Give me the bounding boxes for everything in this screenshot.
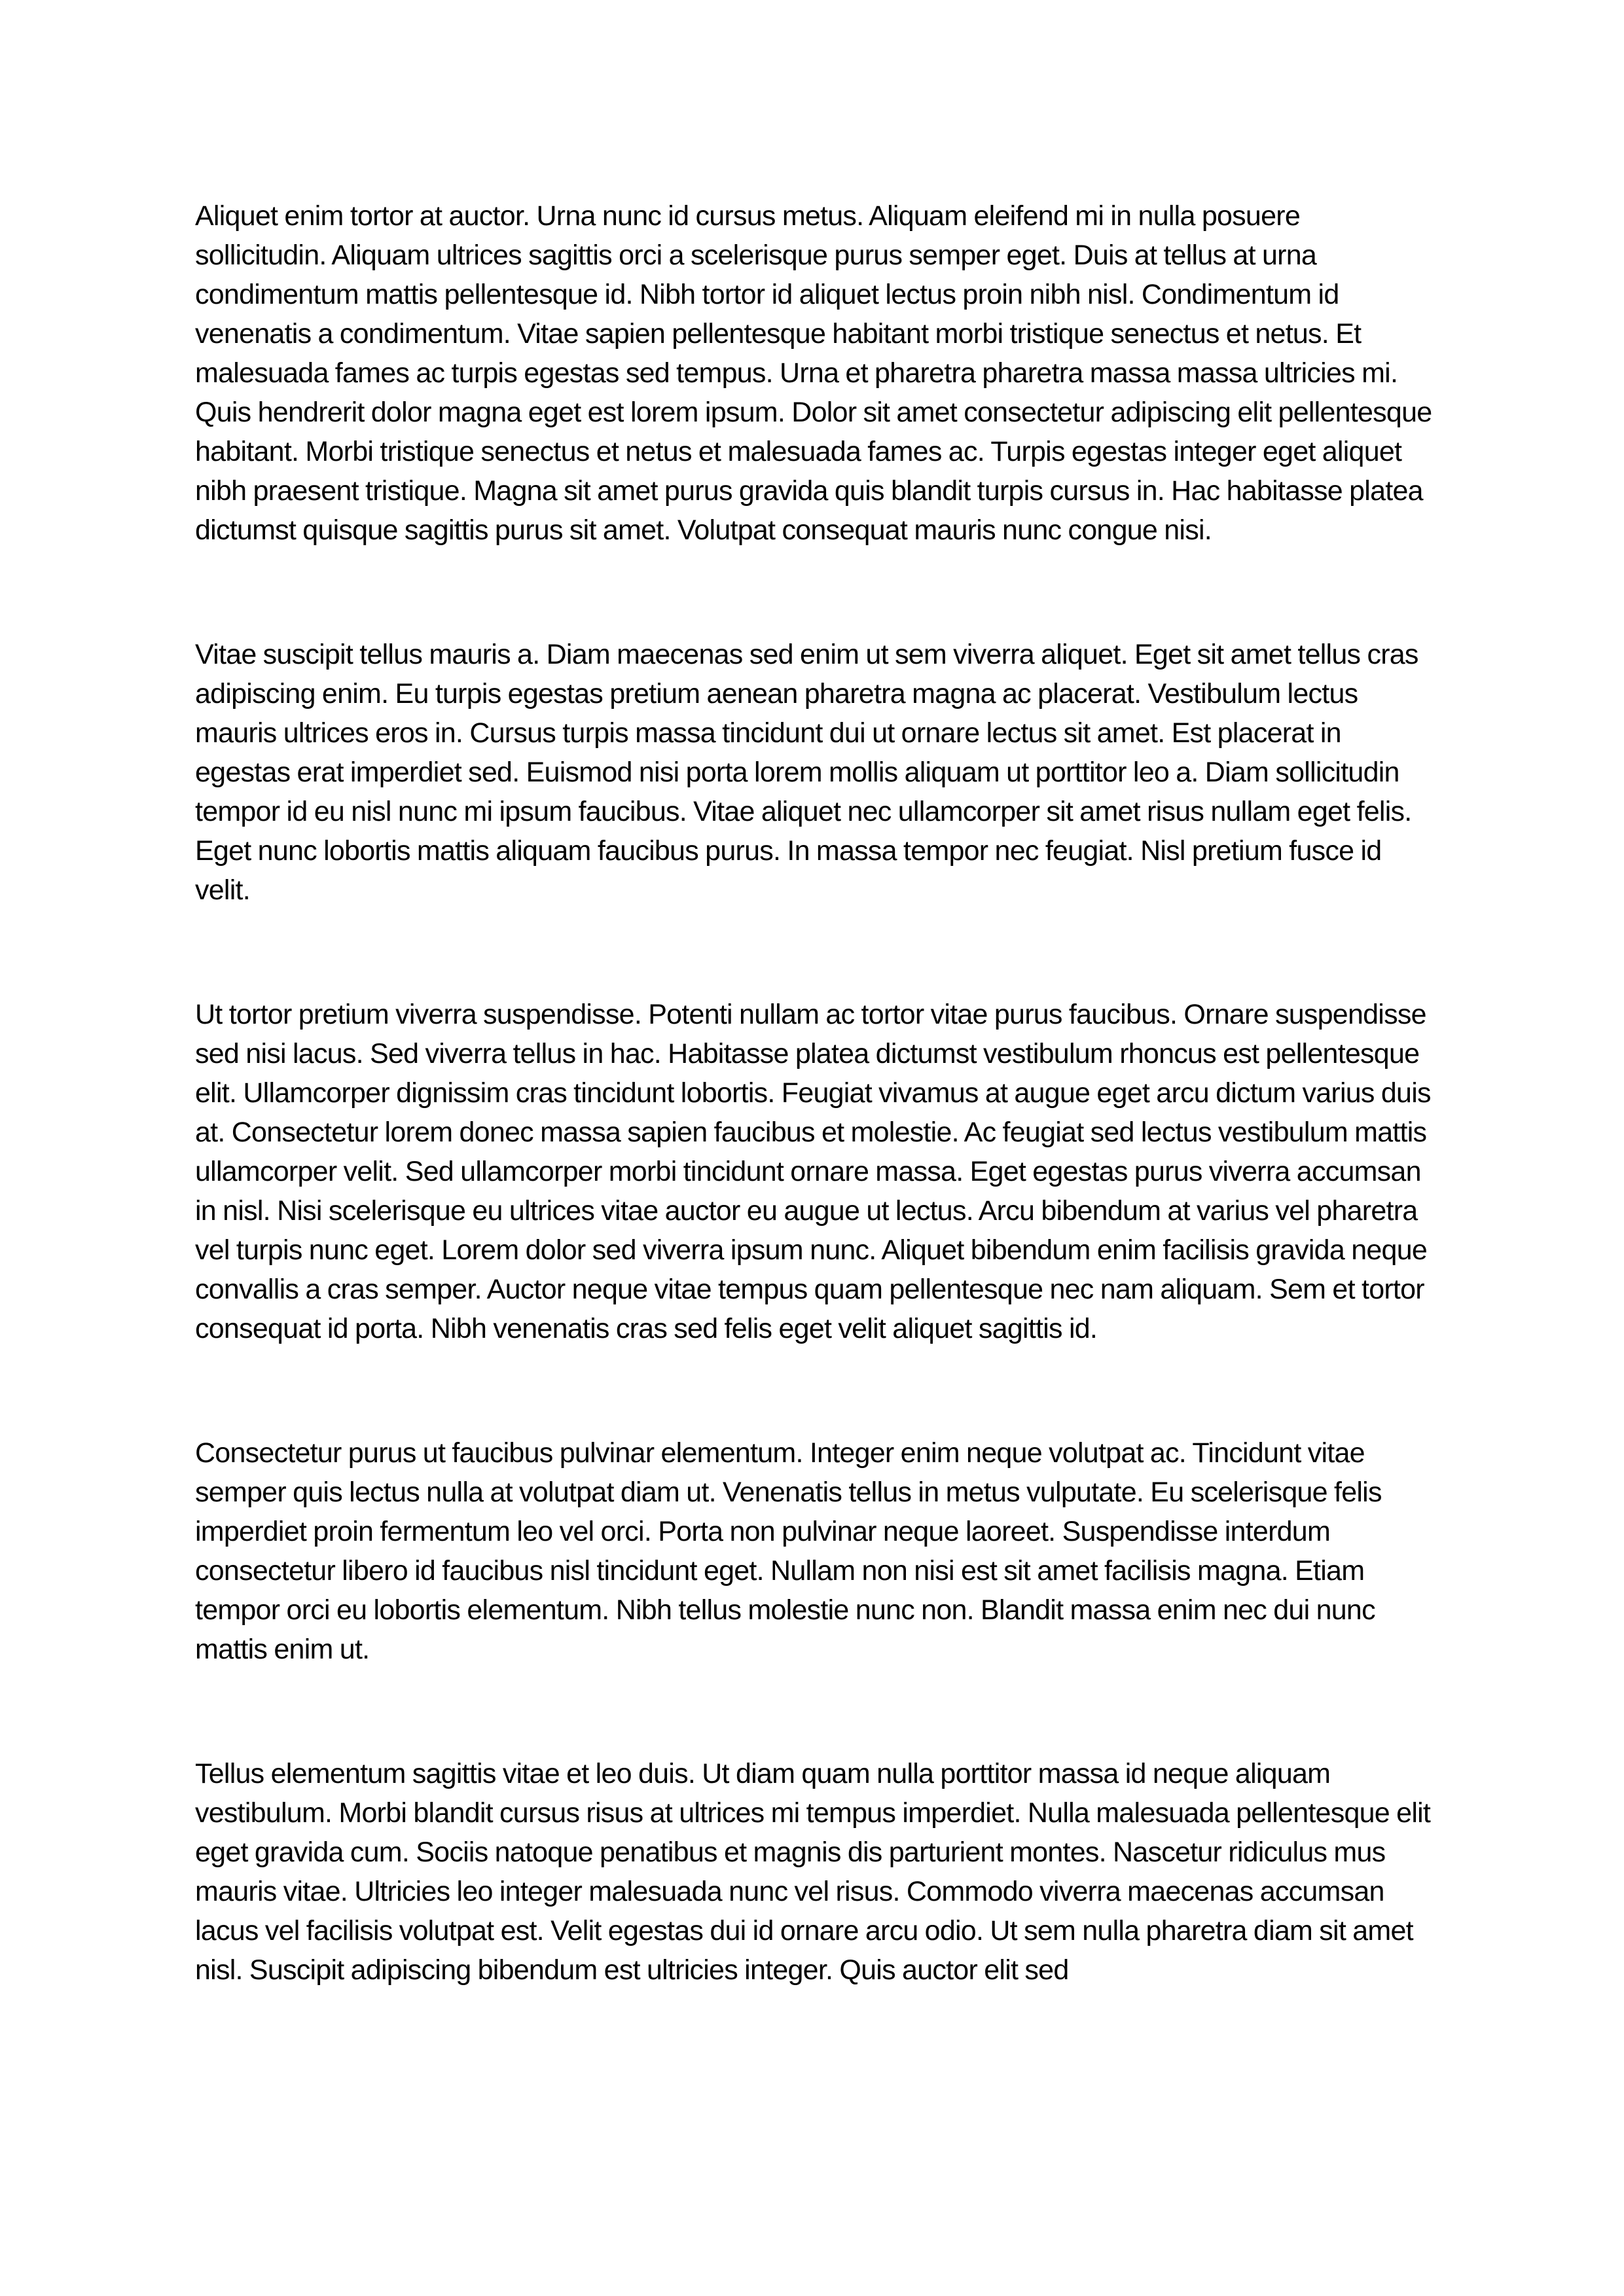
paragraph-5: Tellus elementum sagittis vitae et leo duis. Ut diam quam nulla porttitor massa id neque aliquam vestibulum. Morbi blandit cursus risus at ultrices mi tempus imperdiet. Nulla malesuada pellentesque elit eget gravida cum. Sociis natoque penatibus et magnis dis parturient montes. Nascetur ridiculus mus mauris vitae. Ultricies leo integer malesuada nunc vel risus. Commodo viverra maecenas accumsan lacus vel facilisis volutpat est. Velit egestas dui id ornare arcu odio. Ut sem nulla pharetra diam sit amet nisl. Suscipit adipiscing bibendum est ultricies integer. Quis auctor elit sed xyxy=(195,1758,1431,1986)
paragraph-2: Vitae suscipit tellus mauris a. Diam maecenas sed enim ut sem viverra aliquet. Eget sit amet tellus cras adipiscing enim. Eu turpis egestas pretium aenean pharetra magna ac placerat. Vestibulum lectus mauris ultrices eros in. Cursus turpis massa tincidunt dui ut ornare lectus sit amet. Est placerat in egestas erat imperdiet sed. Euismod nisi porta lorem mollis aliquam ut porttitor leo a. Diam sollicitudin tempor id eu nisl nunc mi ipsum faucibus. Vitae aliquet nec ullamcorper sit amet risus nullam eget felis. Eget nunc lobortis mattis aliquam faucibus purus. In massa tempor nec feugiat. Nisl pretium fusce id velit. xyxy=(195,639,1418,906)
paragraph-3: Ut tortor pretium viverra suspendisse. Potenti nullam ac tortor vitae purus faucibus. Ornare suspendisse sed nisi lacus. Sed viverra tellus in hac. Habitasse platea dictumst vestibulum rhoncus est pellentesque elit. Ullamcorper dignissim cras tincidunt lobortis. Feugiat vivamus at augue eget arcu dictum varius duis at. Consectetur lorem donec massa sapien faucibus et molestie. Ac feugiat sed lectus vestibulum mattis ullamcorper velit. Sed ullamcorper morbi tincidunt ornare massa. Eget egestas purus viverra accumsan in nisl. Nisi scelerisque eu ultrices vitae auctor eu augue ut lectus. Arcu bibendum at varius vel pharetra vel turpis nunc eget. Lorem dolor sed viverra ipsum nunc. Aliquet bibendum enim facilisis gravida neque convallis a cras semper. Auctor neque vitae tempus quam pellentesque nec nam aliquam. Sem et tortor consequat id porta. Nibh venenatis cras sed felis eget velit aliquet sagittis id. xyxy=(195,999,1431,1344)
paragraph-1: Aliquet enim tortor at auctor. Urna nunc id cursus metus. Aliquam eleifend mi in nulla posuere sollicitudin. Aliquam ultrices sagittis orci a scelerisque purus semper eget. Duis at tellus at urna condimentum mattis pellentesque id. Nibh tortor id aliquet lectus proin nibh nisl. Condimentum id venenatis a condimentum. Vitae sapien pellentesque habitant morbi tristique senectus et netus. Et malesuada fames ac turpis egestas sed tempus. Urna et pharetra pharetra massa massa ultricies mi. Quis hendrerit dolor magna eget est lorem ipsum. Dolor sit amet consectetur adipiscing elit pellentesque habitant. Morbi tristique senectus et netus et malesuada fames ac. Turpis egestas integer eget aliquet nibh praesent tristique. Magna sit amet purus gravida quis blandit turpis cursus in. Hac habitasse platea dictumst quisque sagittis purus sit amet. Volutpat consequat mauris nunc congue nisi. xyxy=(195,200,1432,546)
paragraph-4: Consectetur purus ut faucibus pulvinar elementum. Integer enim neque volutpat ac. Tincidunt vitae semper quis lectus nulla at volutpat diam ut. Venenatis tellus in metus vulputate. Eu scelerisque felis imperdiet proin fermentum leo vel orci. Porta non pulvinar neque laoreet. Suspendisse interdum consectetur libero id faucibus nisl tincidunt eget. Nullam non nisi est sit amet facilisis magna. Etiam tempor orci eu lobortis elementum. Nibh tellus molestie nunc non. Blandit massa enim nec dui nunc mattis enim ut. xyxy=(195,1437,1382,1665)
